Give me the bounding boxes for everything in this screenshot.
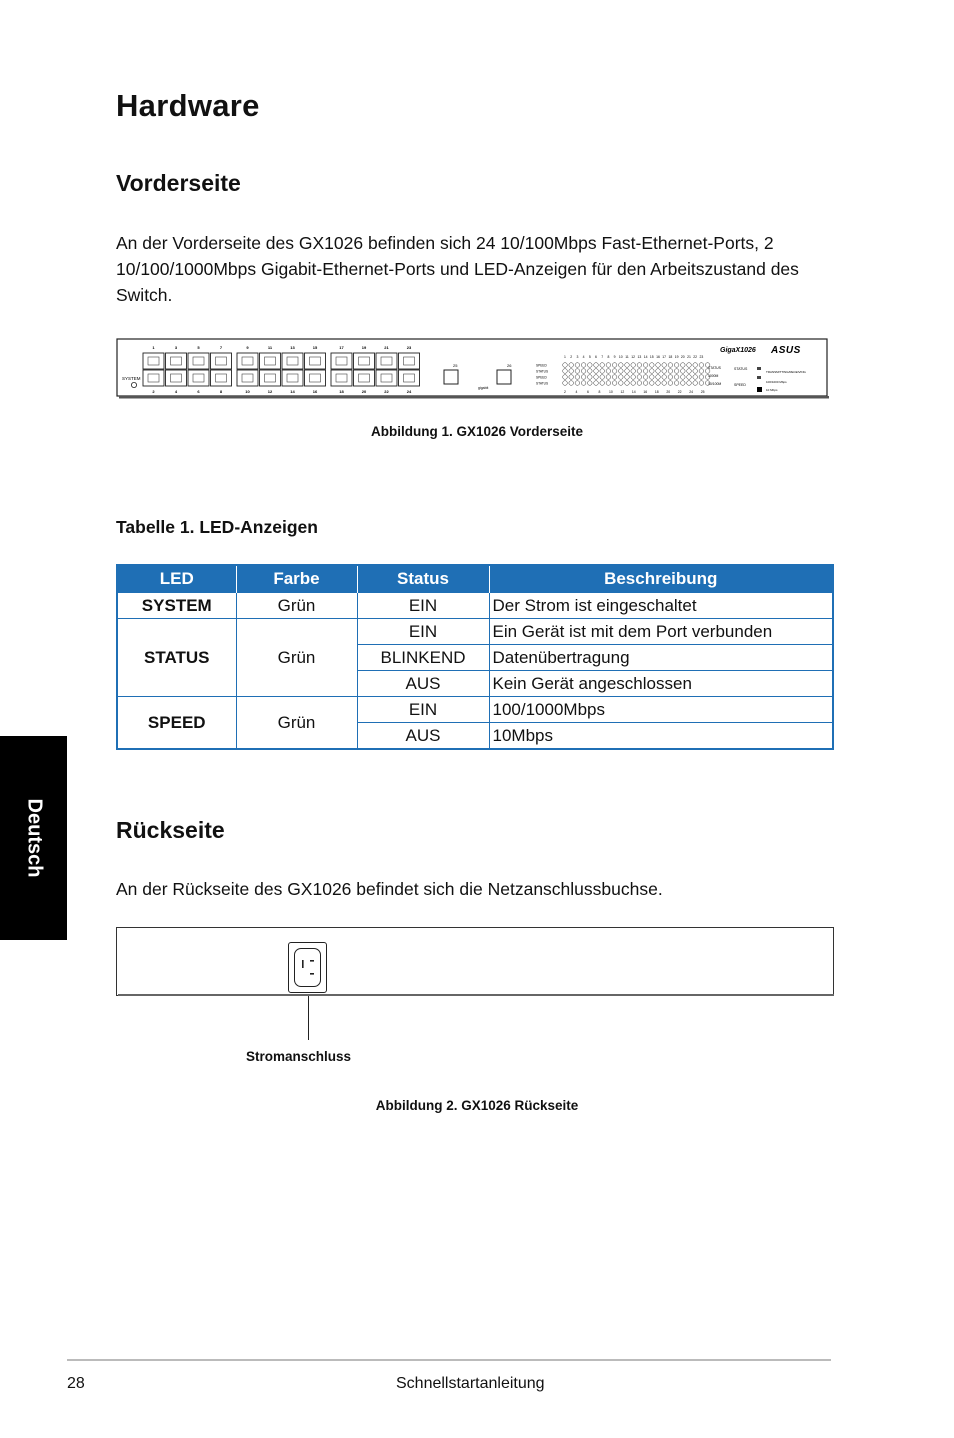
footer-rule — [67, 1359, 831, 1361]
desc-cell: 100/1000Mbps — [489, 697, 833, 723]
color-cell: Grün — [236, 593, 357, 619]
footer-doc-title: Schnellstartanleitung — [396, 1375, 545, 1392]
page-number: 28 — [67, 1375, 85, 1392]
status-cell: AUS — [357, 671, 489, 697]
led-number: 25 — [700, 390, 705, 394]
port-number: 8 — [219, 389, 223, 394]
legend-status-label: STATUS — [734, 367, 748, 371]
led-number: 4 — [575, 390, 578, 394]
port-number: 15 — [312, 345, 318, 350]
port-number: 24 — [406, 389, 412, 394]
led-number: 16 — [643, 390, 648, 394]
side-tab-label: Deutsch — [23, 798, 45, 878]
led-number: 20 — [666, 390, 671, 394]
led-number: 18 — [654, 390, 659, 394]
led-number: 16 — [656, 355, 660, 359]
led-number: 2 — [570, 355, 573, 359]
rear-panel-figure — [116, 927, 834, 996]
desc-cell: Datenübertragung — [489, 645, 833, 671]
col-header-farbe: Farbe — [236, 565, 357, 593]
port-number: 6 — [197, 389, 200, 394]
rear-heading: Rückseite — [116, 817, 225, 843]
led-number: 13 — [637, 355, 642, 359]
legend-led-icon — [757, 367, 761, 370]
gig-label-26: 26 — [507, 363, 512, 368]
led-right-label: 1000M — [708, 374, 719, 378]
led-number: 11 — [625, 355, 629, 359]
port-number: 16 — [312, 389, 318, 394]
table-row — [117, 619, 833, 645]
port-number: 14 — [290, 389, 295, 394]
power-connector-label: Stromanschluss — [246, 1049, 352, 1064]
led-table — [116, 564, 834, 750]
status-cell: EIN — [357, 593, 489, 619]
color-cell: Grün — [236, 619, 357, 697]
power-socket-inner — [294, 948, 321, 987]
legend-speed-label: SPEED — [734, 383, 746, 387]
port-number: 5 — [197, 345, 200, 350]
status-cell: EIN — [357, 697, 489, 723]
front-panel-figure — [116, 338, 830, 400]
col-header-led: LED — [117, 565, 236, 593]
led-row-label: STATUS — [536, 369, 549, 374]
figure-2-caption: Abbildung 2. GX1026 Rückseite — [375, 1098, 579, 1113]
port-number: 1 — [152, 345, 155, 350]
table-caption: Tabelle 1. LED-Anzeigen — [116, 517, 318, 537]
status-cell: BLINKEND — [357, 645, 489, 671]
led-number: 19 — [674, 355, 679, 359]
led-number: 18 — [668, 355, 673, 359]
rear-paragraph: An der Rückseite des GX1026 befindet sich die Netzanschlussbuchse. — [116, 879, 663, 899]
port-number: 11 — [267, 345, 273, 350]
led-number: 8 — [607, 355, 610, 359]
legend-item: 10 Mbps — [766, 388, 778, 392]
col-header-beschreibung: Beschreibung — [489, 565, 833, 593]
led-number: 4 — [582, 355, 585, 359]
led-number: 21 — [687, 355, 691, 359]
port-number: 17 — [339, 345, 344, 350]
port-number: 2 — [152, 389, 155, 394]
led-cell: SPEED — [117, 697, 236, 750]
desc-cell: Ein Gerät ist mit dem Port verbunden — [489, 619, 833, 645]
power-leader-line — [308, 996, 309, 1040]
led-number: 24 — [689, 390, 694, 394]
col-header-status: Status — [357, 565, 489, 593]
table-row — [117, 593, 833, 619]
gig-label-25: 25 — [453, 363, 458, 368]
led-number: 7 — [601, 355, 604, 359]
led-number: 1 — [564, 355, 566, 359]
led-right-label: 10/100M — [708, 382, 722, 386]
led-number: 9 — [613, 355, 616, 359]
led-row-label: SPEED — [536, 363, 547, 368]
desc-cell: 10Mbps — [489, 723, 833, 750]
port-number: 23 — [406, 345, 412, 350]
port-number: 9 — [246, 345, 249, 350]
port-number: 22 — [384, 389, 389, 394]
language-side-tab — [0, 736, 67, 940]
port-number: 20 — [361, 389, 367, 394]
led-number: 5 — [588, 355, 591, 359]
led-number: 8 — [598, 390, 601, 394]
front-paragraph: An der Vorderseite des GX1026 befinden sich 24 10/100Mbps Fast-Ethernet-Ports, 2 10/100/1000Mbps Gigabit-Ethernet-Ports und LED-Anzeigen für den Arbeitszustand des Switch. — [116, 233, 799, 305]
legend-led-icon — [757, 387, 762, 392]
led-number: 12 — [631, 355, 636, 359]
led-number: 17 — [662, 355, 667, 359]
led-number: 22 — [677, 390, 682, 394]
port-number: 3 — [174, 345, 178, 350]
led-number: 22 — [693, 355, 698, 359]
led-number: 14 — [631, 390, 636, 394]
system-label: SYSTEM — [122, 376, 141, 381]
front-heading: Vorderseite — [116, 170, 241, 196]
led-number: 10 — [618, 355, 623, 359]
port-number: 21 — [384, 345, 389, 350]
port-number: 12 — [267, 389, 273, 394]
led-number: 3 — [576, 355, 579, 359]
status-cell: EIN — [357, 619, 489, 645]
led-number: 12 — [620, 390, 625, 394]
port-number: 13 — [290, 345, 295, 350]
desc-cell: Der Strom ist eingeschaltet — [489, 593, 833, 619]
led-row-label: STATUS — [536, 381, 549, 386]
color-cell: Grün — [236, 697, 357, 750]
legend-item: 100/1000 Mbps — [766, 380, 787, 384]
led-number: 6 — [595, 355, 597, 359]
port-number: 19 — [361, 345, 367, 350]
table-row — [117, 697, 833, 723]
port-number: 18 — [339, 389, 344, 394]
led-right-label: STATUS — [708, 366, 721, 370]
desc-cell: Kein Gerät angeschlossen — [489, 671, 833, 697]
led-number: 15 — [649, 355, 654, 359]
asus-logo: ASUS — [771, 345, 801, 356]
led-number: 6 — [586, 390, 589, 394]
gigabit-label: gigabit — [478, 386, 489, 390]
led-cell: SYSTEM — [117, 593, 236, 619]
led-number: 23 — [699, 355, 704, 359]
led-row-label: SPEED — [536, 375, 547, 380]
port-number: 10 — [245, 389, 250, 394]
port-number: 7 — [219, 345, 223, 350]
led-cell: STATUS — [117, 619, 236, 697]
led-number: 20 — [680, 355, 685, 359]
power-socket-icon — [288, 942, 327, 993]
legend-led-icon — [757, 376, 761, 379]
power-pins-icon — [295, 949, 320, 986]
status-cell: AUS — [357, 723, 489, 750]
figure-1-caption: Abbildung 1. GX1026 Vorderseite — [370, 424, 584, 439]
led-number: 14 — [643, 355, 648, 359]
led-number: 2 — [564, 390, 566, 394]
legend-item: TRANSMITTING/RECEIVING — [766, 370, 806, 374]
led-number: 10 — [608, 390, 613, 394]
port-number: 4 — [174, 389, 178, 394]
table-header-row — [117, 565, 833, 593]
product-logo: GigaX1026 — [720, 347, 756, 354]
rear-panel-shadow — [118, 994, 834, 996]
page-title: Hardware — [116, 88, 260, 123]
